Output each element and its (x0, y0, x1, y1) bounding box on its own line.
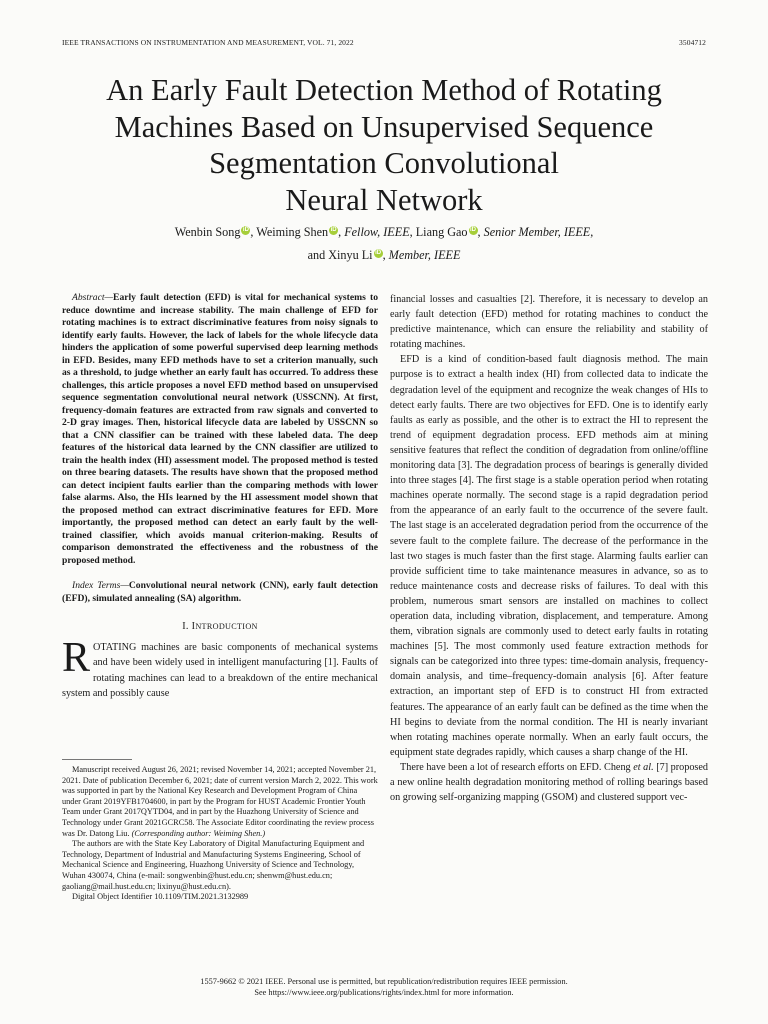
author-name: Wenbin Song (174, 225, 241, 239)
left-column (62, 292, 378, 701)
author-membership: Fellow, IEEE (344, 225, 410, 239)
paper-title (60, 72, 708, 218)
title-line: An Early Fault Detection Method of Rotating (106, 73, 662, 107)
right-column (390, 292, 708, 805)
copyright-notice (62, 976, 706, 998)
abstract (62, 292, 378, 567)
footnote-paragraph: Manuscript received August 26, 2021; revised November 14, 2021; accepted November 21, 2021. Date of publication December 6, 2021; date of current version March 2, 2022. This work was supported in part by the National Key Research and Development Program of China under Grant 2019YFB1704600, in part by the Program for HUST Academic Frontier Youth Team under Grant 2017QYTD04, and in part by the Huazhong University of Science and Technology under Grant 2021GCRC58. The Associate Editor coordinating the review process was Dr. Datong Liu. (Corresponding author: Weiming Shen.) (62, 765, 378, 838)
doi[interactable]: Digital Object Identifier 10.1109/TIM.2021.3132989 (72, 892, 249, 902)
body-paragraph: EFD is a kind of condition-based fault diagnosis method. The main purpose is to extract a health index (HI) from collected data to indicate the degradation level of the equipment and recognize the weak changes of HIs to detect early faults. There are two objectives for EFD. One is to identify early faults as early as possible, and the other is to extract the HI to represent the trend of equipment degradation process. EFD methods aim at mining sensitive features that reflect the condition of degradation from online/offline monitoring data [3]. The degradation process of bearings is generally divided into three stages [4]. The first stage is a stable operation period when rotating machines operate normally. The second stage is a rapid degradation period from the appearance of an early fault to the occurrence of the severe fault. The last stage is an accelerated degradation period from the occurrence of the severe fault to the complete failure. The decrease of the performance in the last two stages is much faster than the first stage. Alarming faults earlier can provide sufficient time to take maintenance measures in advance, so as to reduce maintenance costs and decrease risks of failures. To deal with this problem, numerous smart sensors are installed on machines to collect operation data, including vibration, displacement, and temperature. Among them, vibration signals are commonly used to detect early faults in rotating machines [5]. The most commonly used feature extraction methods for signals can be categorized into three types: time-domain analysis, frequency-domain analysis, and time–frequency-domain analysis [6]. After feature extraction, an important step of EFD is to construct HI from extracted features. The appearance of an early fault can be defined as the time when the HI begins to deviate from the normal condition. The HI is nearly invariant when rotating machines operate normally. When an early fault occurs, the equipment state degrades rapidly, which causes a sharp change of the HI. (390, 354, 708, 758)
orcid-icon[interactable]: iD (470, 226, 477, 233)
body-paragraph: There have been a lot of research efforts on EFD. Cheng et al. [7] proposed a new online health degradation monitoring method of rolling bearings based on growing self-organizing mapping (GSOM) and clustered support vec- (390, 761, 709, 804)
footnote (62, 765, 378, 903)
journal-header: IEEE TRANSACTIONS ON INSTRUMENTATION AND MEASUREMENT, VOL. 71, 2022 (62, 38, 354, 47)
body-paragraph: financial losses and casualties [2]. Therefore, it is necessary to develop an early fault detection (EFD) method for rotating machines to conduct the predictive maintenance, which can ensure the reliability and stability of rotating machines. (390, 294, 708, 351)
drop-cap: R (62, 635, 91, 682)
title-line: Segmentation Convolutional (209, 146, 559, 180)
author-name: Weiming Shen (256, 225, 329, 239)
copyright-line: 1557-9662 © 2021 IEEE. Personal use is permitted, but republication/redistribution requires IEEE permission. (200, 977, 568, 986)
intro-text: OTATING machines are basic components of mechanical systems and have been widely used in intelligent manufacturing [1]. Faults of rotating machines can lead to a breakdown of the entire mechanical system and possibly cause (62, 642, 378, 699)
author-membership: Member, IEEE (388, 248, 461, 262)
title-line: Machines Based on Unsupervised Sequence (114, 109, 654, 144)
footnote-paragraph: The authors are with the State Key Laboratory of Digital Manufacturing Equipment and Technology, Department of Industrial and Manufacturing Systems Engineering, School of Mechanical Science and Engineering, Huazhong University of Science and Technology, Wuhan 430074, China (e-mail: songwenbin@hust.edu.cn; shenwm@hust.edu.cn; gaoliang@mail.hust.edu.cn; lixinyu@hust.edu.cn). (62, 839, 365, 891)
author-membership: Senior Member, IEEE (483, 225, 591, 239)
index-terms-text: Convolutional neural network (CNN), early fault detection (EFD), simulated annealing (SA) algorithm. (62, 580, 379, 604)
orcid-icon[interactable]: iD (242, 226, 249, 233)
intro-paragraph (62, 635, 378, 701)
author-list: Wenbin Song iD , Weiming Shen iD , Fellow, IEEE, Liang Gao iD , Senior Member, IEEE, and Xinyu Li iD , Member, IEEE (174, 225, 594, 262)
abstract-label: Abstract— (72, 292, 114, 303)
orcid-icon[interactable]: iD (330, 226, 337, 233)
index-terms (62, 580, 378, 605)
article-number: 3504712 (679, 38, 706, 47)
title-line: Neural Network (285, 182, 483, 217)
copyright-link[interactable]: See https://www.ieee.org/publications/rights/index.html for more information. (254, 988, 514, 997)
abstract-text: Early fault detection (EFD) is vital for mechanical systems to reduce downtime and increase stability. The main challenge of EFD for rotating machines is to extract discriminative features from noisy signals to identify early faults. However, the lack of labels for the whole lifecycle data hinders the application of some powerful supervised deep learning methods in EFD. Besides, many EFD methods have to set a criterion manually, such as a threshold, to judge whether an early fault has occurred. To address these challenges, this article proposes a novel EFD method based on unsupervised sequence segmentation convolutional neural network (USSCNN). At first, frequency-domain features are extracted from raw signals and converted to 2-D gray images. Then, historical lifecycle data are labeled by USSCNN so that a CNN classifier can be trained with these labeled data. The deep features of the historical data learned by the CNN classifier are utilized to train the health index (HI) assessment model. The proposed method is tested on three bearing datasets. The results have shown that the proposed method can detect incipient faults earlier than the comparing methods with lower false alarms. Also, the HIs learned by the HI assessment model shown that the proposed method can extract discriminative features for EFD. More importantly, the proposed method can detect an early fault by the well-trained classifier, which avoids manual criterion-making. Results of comparison demonstrated the effectiveness and the robustness of the proposed method. (62, 292, 378, 566)
author-name: and Xinyu Li (307, 248, 373, 262)
footnote-divider (62, 759, 132, 760)
section-heading: I. INTRODUCTION (182, 621, 258, 632)
index-terms-label: Index Terms— (72, 580, 129, 591)
orcid-icon[interactable]: iD (375, 249, 382, 256)
author-name: Liang Gao (415, 225, 468, 239)
